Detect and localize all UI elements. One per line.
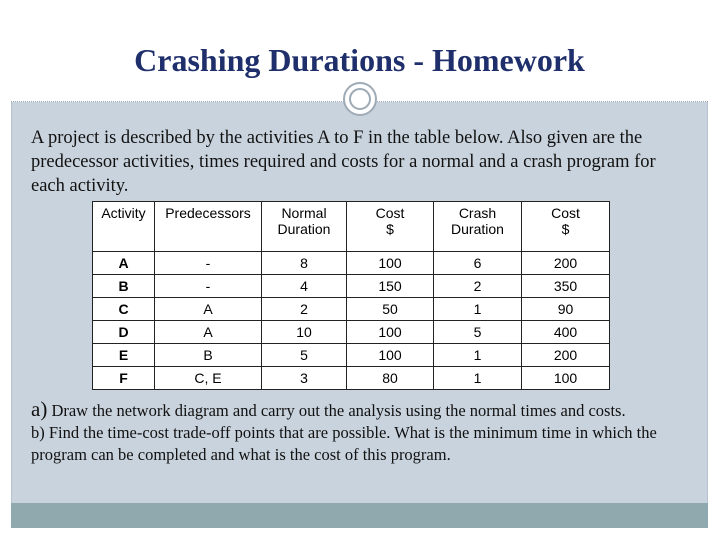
question-a — [31, 398, 696, 422]
activity-cell: C — [93, 298, 155, 321]
header-crash-duration: Crash Duration — [434, 202, 522, 252]
header-normal-duration: Normal Duration — [262, 202, 347, 252]
question-a-text: Draw the network diagram and carry out the analysis using the normal times and costs. — [51, 401, 626, 420]
crash-duration-cell: 1 — [434, 367, 522, 390]
activity-table — [92, 201, 610, 390]
activity-cell: F — [93, 367, 155, 390]
crash-cost-cell: 200 — [522, 344, 610, 367]
footer-band — [11, 503, 708, 528]
table-row — [93, 344, 610, 367]
normal-cost-cell: 100 — [347, 321, 434, 344]
predecessor-cell: A — [155, 298, 262, 321]
crash-cost-cell: 400 — [522, 321, 610, 344]
predecessor-cell: B — [155, 344, 262, 367]
normal-cost-cell: 100 — [347, 344, 434, 367]
question-a-label: a) — [31, 397, 48, 421]
predecessor-cell: C, E — [155, 367, 262, 390]
crash-cost-cell: 200 — [522, 252, 610, 275]
activity-cell: E — [93, 344, 155, 367]
table-header-row — [93, 202, 610, 252]
predecessor-cell: - — [155, 252, 262, 275]
header-predecessors: Predecessors — [155, 202, 262, 252]
normal-duration-cell: 10 — [262, 321, 347, 344]
table-row — [93, 298, 610, 321]
predecessor-cell: - — [155, 275, 262, 298]
table-row — [93, 252, 610, 275]
activity-cell: B — [93, 275, 155, 298]
predecessor-cell: A — [155, 321, 262, 344]
crash-duration-cell: 6 — [434, 252, 522, 275]
slide-title: Crashing Durations - Homework — [134, 42, 585, 78]
activity-cell: A — [93, 252, 155, 275]
table-row — [93, 275, 610, 298]
question-b: b) Find the time-cost trade-off points that are possible. What is the minimum time in which the program can be completed and what is the cost of this program. — [31, 423, 657, 464]
normal-duration-cell: 4 — [262, 275, 347, 298]
crash-duration-cell: 1 — [434, 298, 522, 321]
normal-cost-cell: 100 — [347, 252, 434, 275]
crash-duration-cell: 2 — [434, 275, 522, 298]
crash-cost-cell: 350 — [522, 275, 610, 298]
questions-block — [31, 398, 696, 466]
header-activity: Activity — [93, 202, 155, 252]
crash-duration-cell: 5 — [434, 321, 522, 344]
intro-paragraph: A project is described by the activities A to F in the table below. Also given are the predecessor activities, times required and costs for a normal and a crash program for each activity. — [31, 128, 656, 196]
normal-cost-cell: 80 — [347, 367, 434, 390]
crash-cost-cell: 100 — [522, 367, 610, 390]
ring-ornament-icon — [343, 82, 377, 116]
crash-cost-cell: 90 — [522, 298, 610, 321]
normal-duration-cell: 5 — [262, 344, 347, 367]
normal-duration-cell: 2 — [262, 298, 347, 321]
normal-cost-cell: 50 — [347, 298, 434, 321]
crash-duration-cell: 1 — [434, 344, 522, 367]
header-normal-cost: Cost $ — [347, 202, 434, 252]
header-crash-cost: Cost $ — [522, 202, 610, 252]
normal-duration-cell: 3 — [262, 367, 347, 390]
normal-cost-cell: 150 — [347, 275, 434, 298]
activity-cell: D — [93, 321, 155, 344]
table-row — [93, 367, 610, 390]
normal-duration-cell: 8 — [262, 252, 347, 275]
table-row — [93, 321, 610, 344]
